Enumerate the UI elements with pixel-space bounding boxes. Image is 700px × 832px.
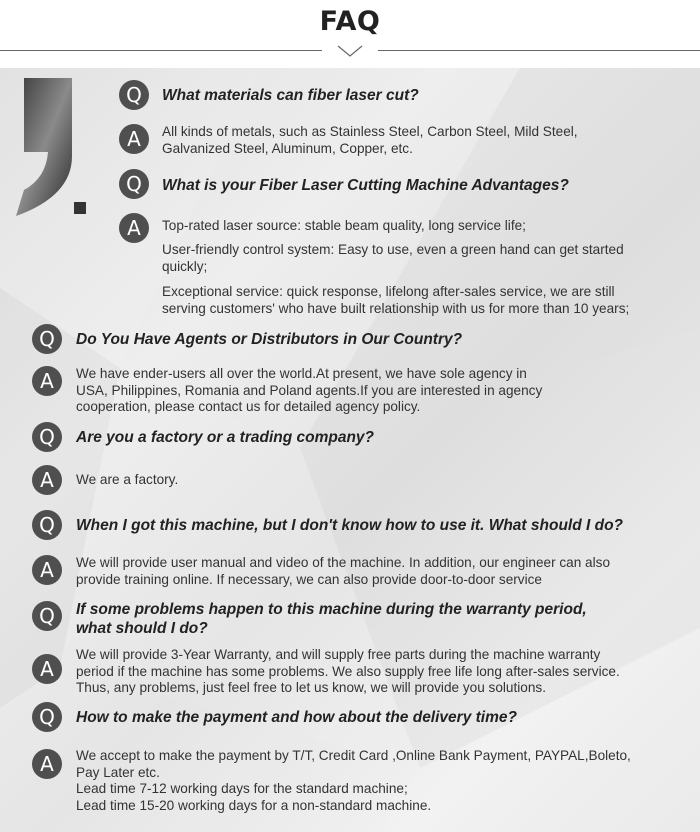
quote-mark-icon xyxy=(10,78,102,218)
answer-badge: A xyxy=(32,465,62,495)
faq-question-5: When I got this machine, but I don't know how to use it. What should I do? xyxy=(76,517,624,534)
faq-question-6-line-1: If some problems happen to this machine during the warranty period, xyxy=(76,601,587,618)
answer-badge: A xyxy=(119,124,149,154)
faq-question-1: What materials can fiber laser cut? xyxy=(162,87,419,104)
question-badge: Q xyxy=(32,601,62,631)
answer-badge: A xyxy=(32,555,62,585)
faq-question-2: What is your Fiber Laser Cutting Machine Advantages? xyxy=(162,177,569,194)
page-title: FAQ xyxy=(319,6,381,37)
question-badge: Q xyxy=(32,324,62,354)
header-divider-right xyxy=(378,50,700,51)
faq-answer-3: We have ender-users all over the world.At present, we have sole agency in USA, Philippines, Romania and Poland agents.If you are interested in agency cooperation, please contact us for detailed agency policy. xyxy=(76,366,543,414)
faq-question-7: How to make the payment and how about the delivery time? xyxy=(76,709,517,726)
faq-question-6-line-2: what should I do? xyxy=(76,620,208,637)
question-badge: Q xyxy=(32,422,62,452)
faq-header xyxy=(0,0,700,68)
question-badge: Q xyxy=(119,169,149,199)
question-badge: Q xyxy=(119,80,149,110)
faq-answer-2-point-2: User-friendly control system: Easy to use, even a green hand can get started quickly; xyxy=(162,242,624,274)
faq-answer-4: We are a factory. xyxy=(76,472,179,487)
question-badge: Q xyxy=(32,510,62,540)
answer-badge: A xyxy=(32,654,62,684)
faq-answer-5: We will provide user manual and video of the machine. In addition, our engineer can also provide training online. If necessary, we can also provide door-to-door service xyxy=(76,555,610,587)
question-badge: Q xyxy=(32,702,62,732)
chevron-down-icon xyxy=(334,44,366,58)
faq-answer-1: All kinds of metals, such as Stainless Steel, Carbon Steel, Mild Steel, Galvanized Steel, Aluminum, Copper, etc. xyxy=(162,124,578,156)
answer-badge: A xyxy=(32,366,62,396)
faq-question-4: Are you a factory or a trading company? xyxy=(76,429,375,446)
faq-answer-7: We accept to make the payment by T/T, Credit Card ,Online Bank Payment, PAYPAL,Boleto, Pay Later etc. Lead time 7-12 working days for the standard machine; Lead time 15-20 working days for a non-standard machine. xyxy=(76,748,631,813)
answer-badge: A xyxy=(32,749,62,779)
faq-answer-6: We will provide 3-Year Warranty, and will supply free parts during the machine warranty period if the machine has some problems. We also supply free life long after-sales service. Thus, any problems, just feel free to let us know, we will provide you solutions. xyxy=(76,647,620,695)
faq-answer-2-point-1: Top-rated laser source: stable beam quality, long service life; xyxy=(162,218,526,233)
faq-answer-2-point-3: Exceptional service: quick response, lifelong after-sales service, we are still serving customers' who have built relationship with us for more than 10 years; xyxy=(162,284,630,316)
faq-question-3: Do You Have Agents or Distributors in Our Country? xyxy=(76,331,463,348)
header-divider-left xyxy=(0,50,322,51)
answer-badge: A xyxy=(119,213,149,243)
